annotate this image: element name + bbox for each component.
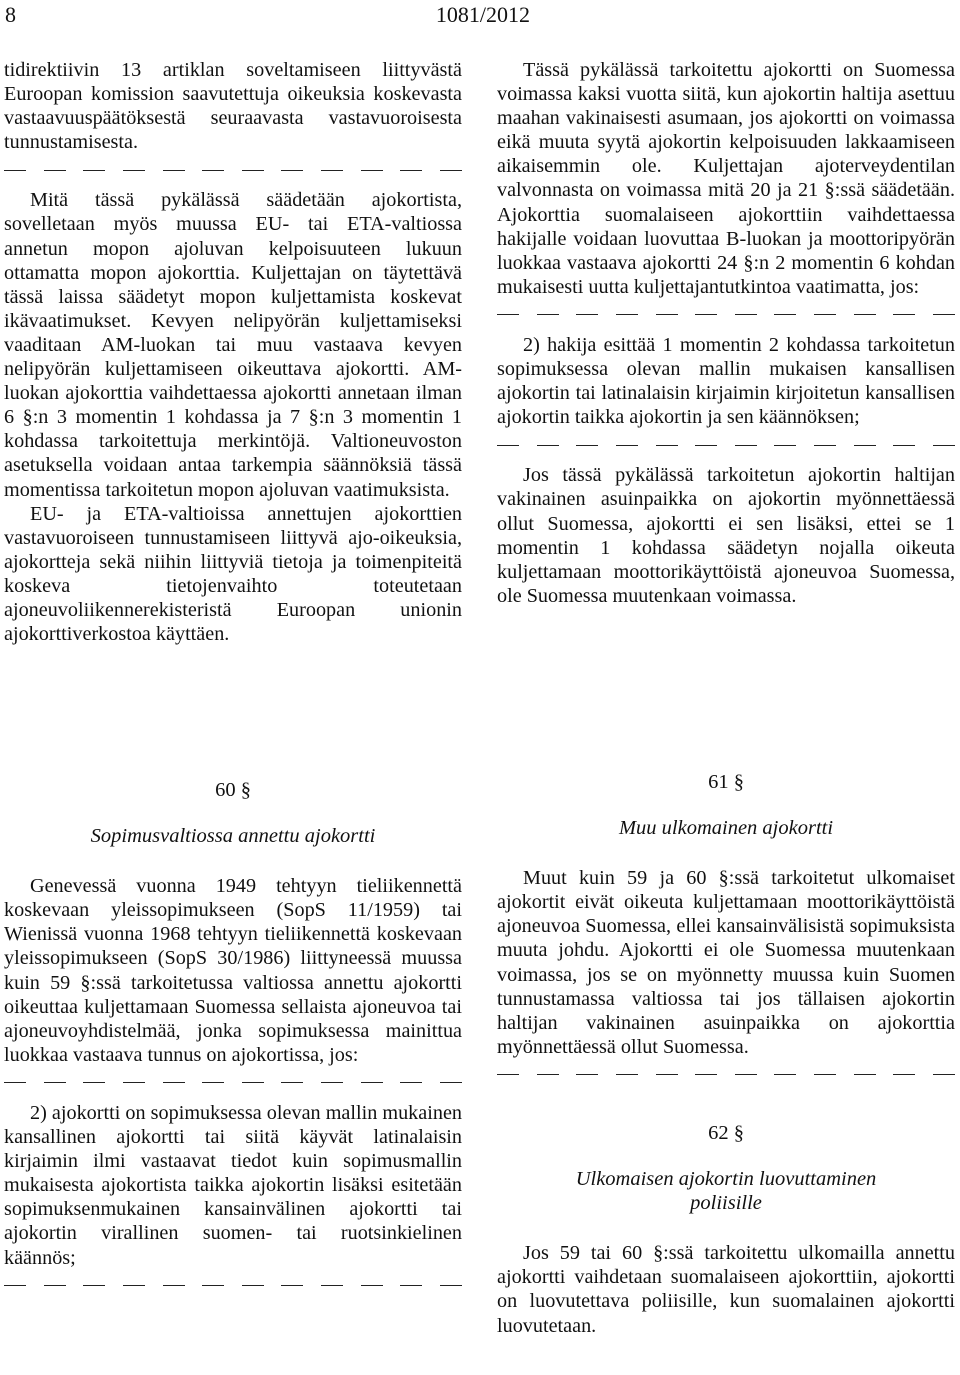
document-id: 1081/2012 [435, 2, 530, 27]
omission-dashes [497, 433, 955, 457]
paragraph: EU- ja ETA-valtioissa annettujen ajokorttien vastavuoroiseen tunnustamiseen liittyvä ajo-oikeuksia, ajokortteja sekä niihin liittyviä tietoja ja toimenpiteitä koskeva tietojenvaihto toteutetaan ajoneuvoliikennerekisteristä Euroopan unionin ajokorttiverkostoa käyttäen. [4, 502, 462, 646]
paragraph: Muut kuin 59 ja 60 §:ssä tarkoitetut ulkomaiset ajokortit eivät oikeuta kuljettamaan moottorikäyttöistä ajoneuvoa Suomessa, ellei kansainvälisistä sopimuksista muuta johdu. Ajokortti ei ole Suomessa muutenkaan voimassa, jos se on myönnetty muussa kuin Suomen tunnustamassa valtiossa tai jos tällaisen ajokortin haltijan vakinainen asuinpaikka on ajokorttia myönnettäessä ollut Suomessa. [497, 867, 955, 1058]
section-number: 61 § [708, 771, 744, 793]
paragraph: Mitä tässä pykälässä säädetään ajokortista, sovelletaan myös muussa EU- tai ETA-valtiossa annetun mopon ajoluvan kelpoisuuteen lukuun ottamatta mopon ajokorttia. Kuljettajan on täytettävä tässä laissa säädetyt mopon kuljettamista koskevat ikävaatimukset. Kevyen nelipyörän kuljettamiseksi vaaditaan AM-luokan tai muu vastaava kevyen nelipyörän kuljettamiseen oikeuttava ajokortti. AM-luokan ajokorttia vaihdettaessa ajokortti annetaan ilman 6 §:n 3 momentin 1 kohdassa ja 7 §:n 3 momentin 1 kohdassa tarkoitettuja merkintöjä. Valtioneuvoston asetuksella voidaan antaa tarkempia säännöksiä tässä momentissa tarkoitetun mopon ajoluvan vaatimuksista. [4, 189, 462, 501]
section-number: 62 § [708, 1121, 744, 1144]
section-number: 60 § [215, 779, 251, 801]
section-title: Ulkomaisen ajokortin luovuttaminen poliisille [575, 1168, 877, 1215]
omission-dashes [497, 303, 955, 327]
paragraph: Jos tässä pykälässä tarkoitetun ajokortin haltijan vakinainen asuinpaikka on ajokortin myönnettäessä ollut Suomessa, ajokortti ei sen lisäksi, ettei se 1 momentin 1 kohdassa säädetyn nojalla oikeuta kuljettamaan moottorikäyttöistä ajoneuvoa Suomessa, ole Suomessa muutenkaan voimassa. [497, 464, 955, 607]
right-column-upper [497, 58, 955, 608]
paragraph: 2) ajokortti on sopimuksessa olevan mallin mukainen kansallinen ajokortti tai siitä käyvät latinalaisin kirjaimin ilmi vastaavat tiedot kuin sopimusmallin mukaisesta ajokortista taikka ajokortin lisäksi esitetään sopimuksenmukainen kansainvälinen ajokortti tai ajokortin virallinen suomen- tai ruotsinkielinen käännös; [4, 1101, 462, 1269]
omission-dashes [4, 1274, 462, 1298]
paragraph: Tässä pykälässä tarkoitettu ajokortti on Suomessa voimassa kaksi vuotta siitä, kun ajokortin haltija asettuu maahan vakinaisesti asumaan, jos ajokortti on voimassa eikä muuta syytä ajokortin kelpoisuuden lakkaamiseen aikaisemmin ole. Kuljettajan ajoterveydentilan valvonnasta on voimassa mitä 20 ja 21 §:ssä säädetään. Ajokorttia suomalaiseen ajokorttiin vaihdettaessa hakijalle voidaan luovuttaa B-luokan ja moottoripyörän luokkaa vastaava ajokortti 24 §:n 2 momentin 6 kohdan mukaisesti uutta kuljettajantutkintoa vaatimatta, jos: [497, 59, 955, 298]
paragraph: tidirektiivin 13 artiklan soveltamiseen liittyvästä Euroopan komission saavutettuja oikeuksia koskevasta vastaavuuspäätöksestä seuraavasta vastavuoroisesta tunnustamisesta. [4, 59, 462, 154]
section-title: Muu ulkomainen ajokortti [618, 817, 834, 840]
page-number: 8 [5, 2, 16, 27]
page-header [0, 0, 960, 34]
paragraph: Jos 59 tai 60 §:ssä tarkoitettu ulkomailla annettu ajokortti vaihdetaan suomalaiseen ajokorttiin, ajokortti on luovutettava poliisille, kun suomalainen ajokortti luovutetaan. [497, 1242, 955, 1337]
paragraph: 2) hakija esittää 1 momentin 2 kohdassa tarkoitetun sopimuksessa olevan mallin mukaisen kansallisen ajokortin tai latinalaisin kirjaimin kirjoitetun kansallisen ajokortin taikka ajokortin ja sen käännöksen; [497, 333, 955, 429]
sections-61-62 [497, 770, 955, 1338]
paragraph: Genevessä vuonna 1949 tehtyyn tieliikennettä koskevaan yleissopimukseen (SopS 11/1959) tai Wienissä vuonna 1968 tehtyyn tieliikennettä koskevaan yleissopimukseen (SopS 30/1986) liittyneessä muussa kuin 59 §:ssä tarkoitetussa valtiossa annettu ajokortti oikeuttaa kuljettamaan Suomessa sellaista ajoneuvoa tai ajoneuvoyhdistelmää, jonka sopimuksessa mainittua luokkaa vastaava tunnus on ajokortissa, jos: [4, 875, 462, 1066]
omission-dashes [4, 1071, 462, 1095]
left-column-upper [4, 58, 462, 646]
section-60 [4, 778, 462, 1304]
omission-dashes [497, 1063, 955, 1087]
section-title: Sopimusvaltiossa annettu ajokortti [90, 825, 376, 848]
omission-dashes [4, 158, 462, 182]
